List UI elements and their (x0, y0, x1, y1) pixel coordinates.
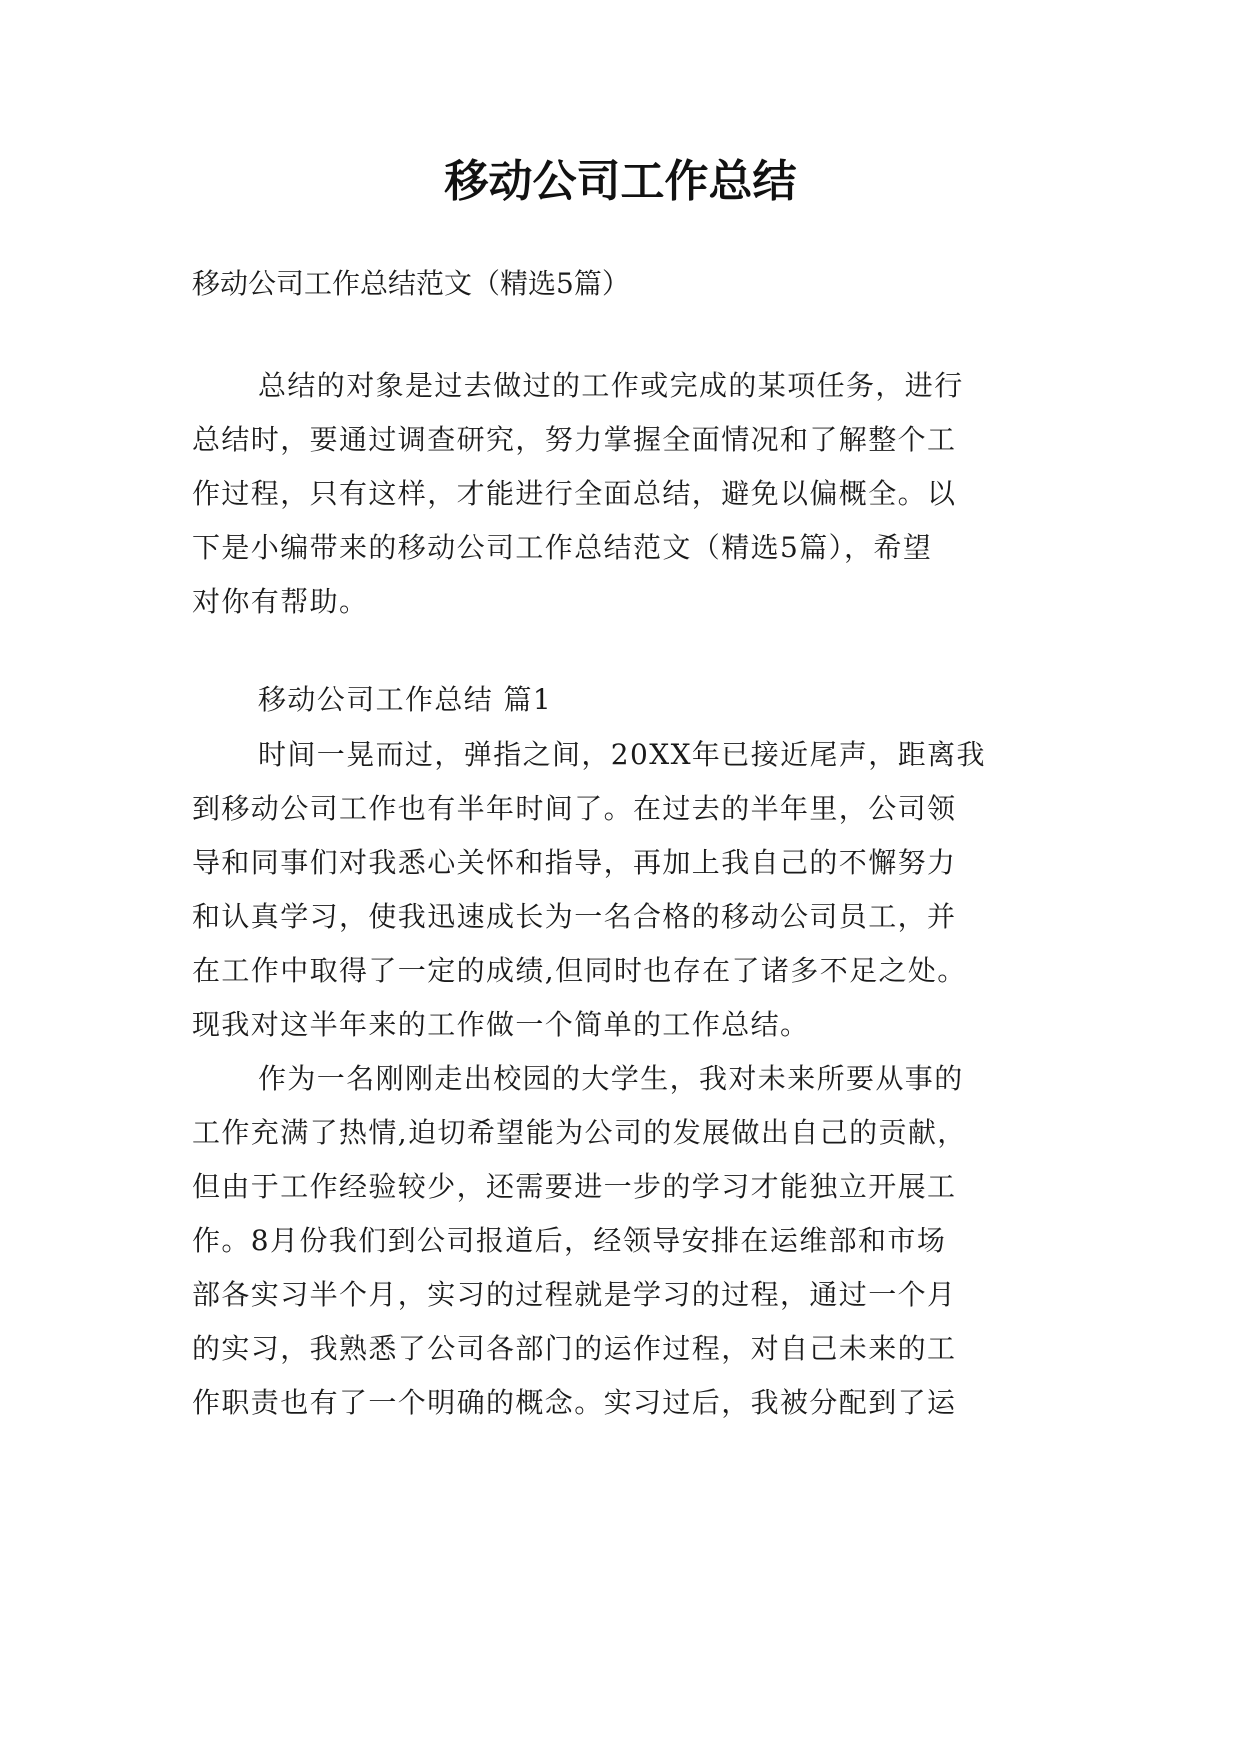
paragraph-line: 时间一晃而过，弹指之间，20XX年已接近尾声，距离我 (258, 738, 986, 771)
intro-line: 总结时，要通过调查研究，努力掌握全面情况和了解整个工 (192, 423, 957, 456)
intro-line: 下是小编带来的移动公司工作总结范文（精选5篇），希望 (192, 531, 933, 564)
intro-line: 作过程，只有这样，才能进行全面总结，避免以偏概全。以 (192, 477, 957, 510)
paragraph-line: 导和同事们对我悉心关怀和指导，再加上我自己的不懈努力 (192, 846, 957, 879)
paragraph-line: 作为一名刚刚走出校园的大学生，我对未来所要从事的 (258, 1062, 964, 1095)
section-heading: 移动公司工作总结 篇1 (258, 683, 553, 716)
paragraph-line: 在工作中取得了一定的成绩,但同时也存在了诸多不足之处。 (192, 954, 967, 987)
paragraph-line: 和认真学习，使我迅速成长为一名合格的移动公司员工，并 (192, 900, 957, 933)
paragraph-line: 部各实习半个月，实习的过程就是学习的过程，通过一个月 (192, 1278, 957, 1311)
paragraph-line: 作职责也有了一个明确的概念。实习过后，我被分配到了运 (192, 1386, 957, 1419)
paragraph-line: 现我对这半年来的工作做一个简单的工作总结。 (192, 1008, 810, 1041)
paragraph-line: 作。8月份我们到公司报道后，经领导安排在运维部和市场 (192, 1224, 947, 1257)
paragraph-line: 但由于工作经验较少，还需要进一步的学习才能独立开展工 (192, 1170, 957, 1203)
paragraph-line: 的实习，我熟悉了公司各部门的运作过程，对自己未来的工 (192, 1332, 957, 1365)
document-title: 移动公司工作总结 (444, 156, 797, 207)
paragraph-line: 到移动公司工作也有半年时间了。在过去的半年里，公司领 (192, 792, 957, 825)
document-subtitle: 移动公司工作总结范文（精选5篇） (192, 267, 630, 300)
paragraph-line: 工作充满了热情,迫切希望能为公司的发展做出自己的贡献， (192, 1116, 967, 1149)
intro-line: 总结的对象是过去做过的工作或完成的某项任务，进行 (258, 369, 964, 402)
intro-line: 对你有帮助。 (192, 585, 369, 618)
